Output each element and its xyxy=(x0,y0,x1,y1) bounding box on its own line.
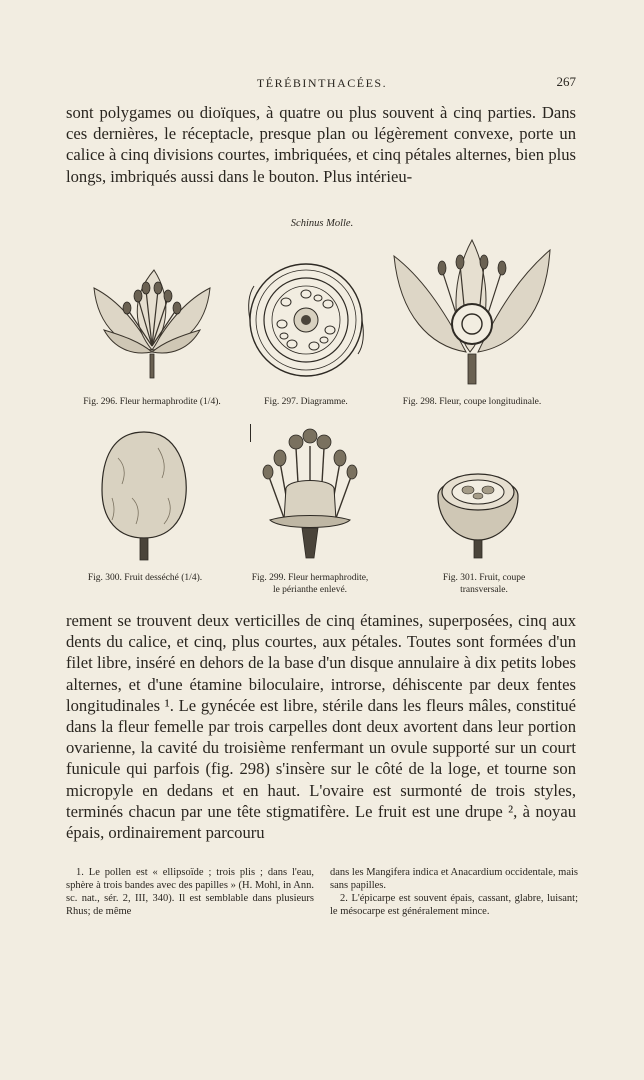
dried-fruit-drawing xyxy=(98,428,190,564)
page-header xyxy=(66,72,578,94)
figure-298-caption: Fig. 298. Fleur, coupe longitudinale. xyxy=(402,397,542,407)
paragraph-text: sont polygames ou dioïques, à quatre ou plus souvent à cinq parties. Dans ces dernières, le réceptacle, presque plan ou légèrement convexe, porte un calice à cinq divisions courtes, imbriquées, et cinq pétales alternes, bien plus longs, imbriqués aussi dans le bouton. Plus intérieu- xyxy=(66,103,576,186)
flower-without-perianth-drawing xyxy=(250,418,370,564)
paragraph-text: rement se trouvent deux verticilles de cinq étamines, superposées, cinq aux dents du calice, et cinq, plus courtes, aux pétales. Toutes sont formées d'un filet libre, inséré en dehors de la base d'un disque annulaire à dix petits lobes alternes, et d'une étamine biloculaire, introrse, déhiscente par deux fentes longitudinales ¹. Le gynécée est libre, stérile dans les fleurs mâles, constitué dans la fleur femelle par trois carpelles dont deux avortent dans leur portion ovarienne, la cavité du troisième renfermant un ovule supporté sur un court funicule qui parfois (fig. 298) s'insère sur le côté de la loge, et tourne son micropyle en dedans et en haut. L'ovaire est surmonté de trois styles, terminés chacun par une tête stigmatifère. Le fruit est une drupe ², à noyau épais, ordinairement parcouru xyxy=(66,611,576,843)
figure-299-flower-illustration xyxy=(250,418,370,564)
running-title: TÉRÉBINTHACÉES. xyxy=(256,76,388,90)
footnotes-right-column xyxy=(330,866,578,918)
figure-297-caption: Fig. 297. Diagramme. xyxy=(264,397,348,407)
footnote-1-continued: dans les Mangifera indica et Anacardium occidentale, mais sans papilles. xyxy=(330,867,578,891)
flower-drawing xyxy=(84,258,220,382)
footnote-2: 2. L'épicarpe est souvent épais, cassant, glabre, luisant; le mésocarpe est généralement mince. xyxy=(330,893,578,917)
figure-299-caption xyxy=(220,572,400,596)
figure-298-section-illustration xyxy=(390,236,554,386)
figure-300-caption: Fig. 300. Fruit desséché (1/4). xyxy=(87,573,203,583)
figure-299-caption-line-1: Fig. 299. Fleur hermaphrodite, xyxy=(251,573,369,583)
floral-diagram-drawing xyxy=(244,258,368,382)
body-paragraph-bottom xyxy=(66,610,576,843)
footnotes xyxy=(66,866,578,918)
footnotes-left-column xyxy=(66,866,314,918)
figure-301-caption-line-1: Fig. 301. Fruit, coupe xyxy=(442,573,526,583)
figure-297-diagram-illustration xyxy=(244,258,368,382)
fruit-cross-section-drawing xyxy=(432,462,524,562)
figure-300-fruit-illustration xyxy=(98,428,190,564)
figure-301-caption xyxy=(404,572,564,596)
longitudinal-section-drawing xyxy=(390,236,554,386)
figure-301-caption-line-2: transversale. xyxy=(460,585,508,595)
page-number: 267 xyxy=(556,74,576,89)
figure-296-caption: Fig. 296. Fleur hermaphrodite (1/4). xyxy=(83,397,221,407)
footnote-1: 1. Le pollen est « ellipsoïde ; trois plis ; dans l'eau, sphère à trois bandes avec des papilles » (H. Mohl, in Ann. sc. nat., sér. 2, III, 340). Il est semblable dans plusieurs Rhus; de même xyxy=(66,867,314,917)
body-paragraph-top xyxy=(66,102,576,187)
plate-title: Schinus Molle. xyxy=(290,218,354,229)
figure-301-fruit-section-illustration xyxy=(432,462,524,562)
figure-296-flower-illustration xyxy=(84,258,220,382)
figure-299-caption-line-2: le périanthe enlevé. xyxy=(272,585,348,595)
